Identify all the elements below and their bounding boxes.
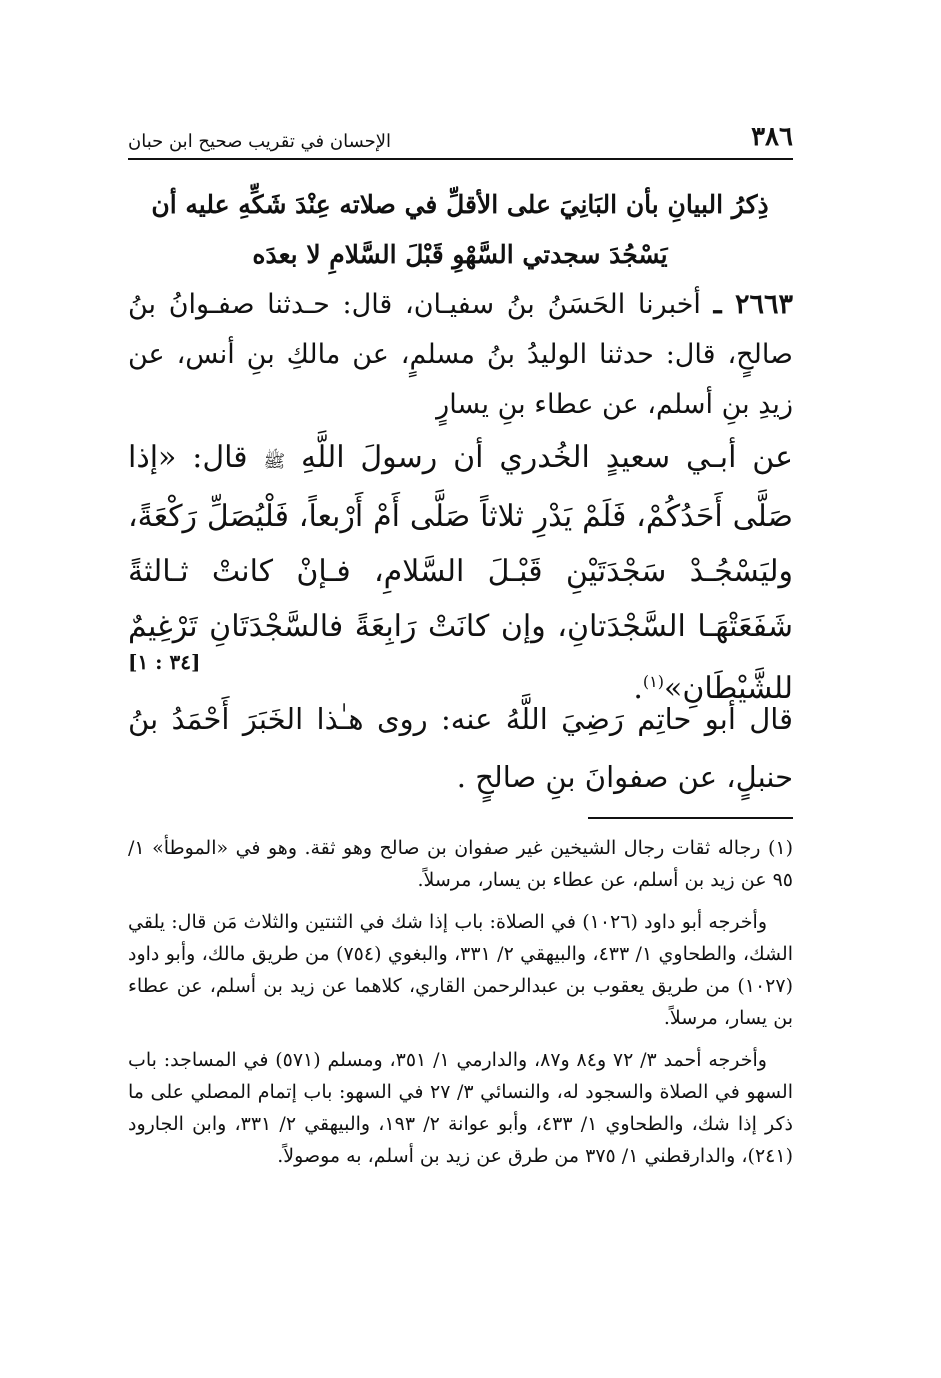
footnote-marker[interactable]: (١) — [642, 672, 664, 691]
matn-text: قال: «إذا صَلَّى أَحَدُكُمْ، فَلَمْ يَدْرِ ثلاثاً صَلَّى أَمْ أَرْبعاً، فَلْيُصَلِّ رَكْعَةً، وليَسْجُـدْ سَجْدَتَيْنِ قَبْـلَ السَّلامِ، فـإنْ كانتْ ثـالثةً شَفَعَتْهَـا السَّجْدَتانِ، وإن كانَتْ رَابِعَةً فالسَّجْدَتَانِ تَرْغِيمٌ للشَّيْطَانِ» — [128, 440, 793, 706]
chapter-title: ذِكرُ البيانِ بأن البَانِيَ على الأقلِّ في صلاته عِنْدَ شَكِّهِ عليه أن يَسْجُدَ سجدتي السَّهْوِ قَبْلَ السَّلامِ لا بعدَه — [151, 190, 769, 269]
matn-intro: عن أبـي سعيدٍ الخُدري أن رسولَ اللَّهِ — [301, 440, 793, 475]
isnad-paragraph — [128, 280, 793, 430]
isnad-text: أخبرنا الحَسَنُ بنُ سفيـان، قال: حـدثنا صفـوانُ بنُ صالحٍ، قال: حدثنا الوليدُ بنُ مسلمٍ، عن مالكِ بنِ أنس، عن زيدِ بنِ أسلم، عن عطاء بنِ يسارٍ — [128, 289, 793, 420]
footnote-1-continuation-b: وأخرجه أحمد ٣/ ٧٢ و٨٤ و٨٧، والدارمي ١/ ٣٥١، ومسلم (٥٧١) في المساجد: باب السهو في الصلاة والسجود له، والنسائي ٣/ ٢٧ في السهو: باب إتمام المصلي على ما ذكر إذا شك، والطحاوي ١/ ٤٣٣، وأبو عوانة ٢/ ١٩٣، والبيهقي ٢/ ٣٣١، وابن الجارود (٢٤١)، والدارقطني ١/ ٣٧٥ من طرق عن زيد بن أسلم، به موصولاً. — [128, 1049, 794, 1167]
footnote-1-continuation-a: وأخرجه أبو داود (١٠٢٦) في الصلاة: باب إذا شك في الثنتين والثلاث مَن قال: يلقي الشك، والطحاوي ١/ ٤٣٣، والبيهقي ٢/ ٣٣١، والبغوي (٧٥٤) من طريق مالك، وأبو داود (١٠٢٧) من طريق يعقوب بن عبدالرحمن القاري، كلاهما عن زيد بن أسلم، عن عطاء بن يسار، مرسلاً. — [128, 911, 793, 1029]
hadith-number: ٢٦٦٣ ـ — [713, 289, 793, 320]
matn-paragraph: عن أبـي سعيدٍ الخُدري أن رسولَ اللَّهِ ﷺ قال: «إذا صَلَّى أَحَدُكُمْ، فَلَمْ يَدْرِ ثلاثاً صَلَّى أَمْ أَرْبعاً، فَلْيُصَلِّ رَكْعَةً، وليَسْجُـدْ سَجْدَتَيْنِ قَبْـلَ السَّلامِ، فـإنْ كانتْ ثـالثةً شَفَعَتْهَـا السَّجْدَتانِ، وإن كانَتْ رَابِعَةً فالسَّجْدَتَانِ تَرْغِيمٌ للشَّيْطَانِ»$^{(١)}$. — [128, 440, 793, 706]
page-number: ٣٨٦ — [751, 122, 793, 152]
comment-paragraph: قال أبو حاتِم رَضِيَ اللَّهُ عنه: روى هـٰذا الخَبَرَ أَحْمَدُ بنُ حنبلٍ، عن صفوانَ بنِ صالحٍ . — [128, 702, 793, 794]
footnotes-section — [128, 832, 793, 1182]
footnote-divider — [588, 817, 793, 819]
footnote-1: (١) رجاله ثقات رجال الشيخين غير صفوان بن صالح وهو ثقة. وهو في «الموطأ» ١/ ٩٥ عن زيد بن أسلم، عن عطاء بن يسار، مرسلاً. — [128, 837, 793, 891]
hadith-reference: [٣٤ : ١] — [128, 650, 201, 674]
salawat-symbol: ﷺ — [263, 451, 286, 472]
page-header — [128, 112, 793, 152]
running-title: الإحسان في تقريب صحيح ابن حبان — [128, 131, 392, 152]
header-divider — [128, 158, 793, 160]
